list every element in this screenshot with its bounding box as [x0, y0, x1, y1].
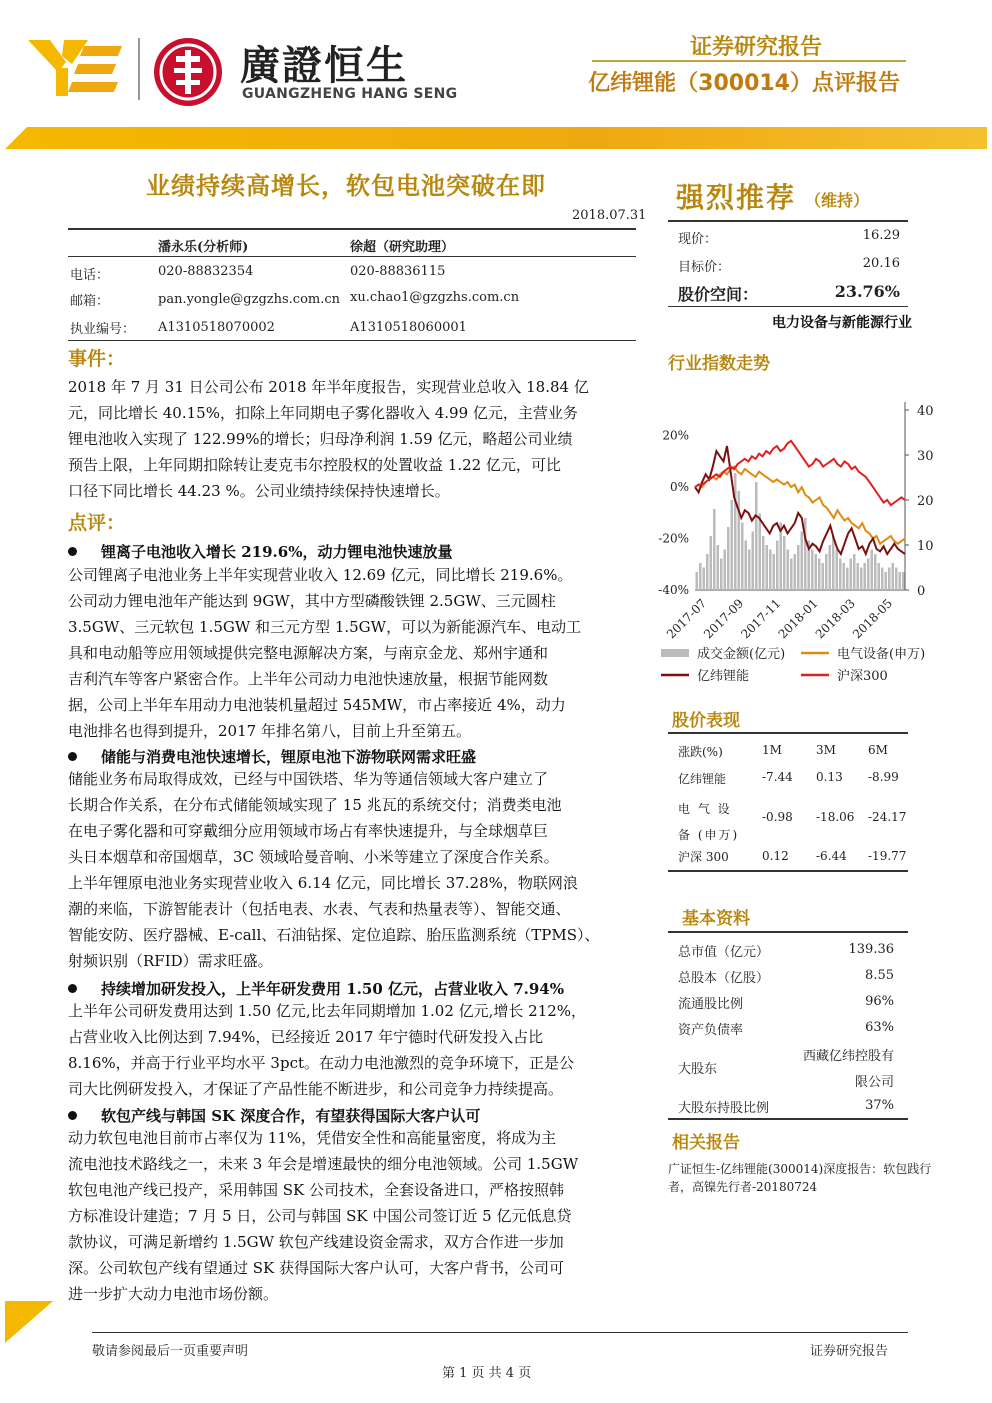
chart-volume-bar — [734, 473, 737, 590]
chart-volume-bar — [801, 532, 804, 591]
chart-x-tick-label: 2017-07 — [663, 596, 710, 642]
chart-volume-bar — [878, 563, 881, 590]
yiwei-logo-icon — [28, 38, 124, 98]
chart-volume-bar — [706, 554, 709, 590]
report-subtitle: 亿纬锂能（300014）点评报告 — [588, 71, 900, 96]
chart-x-tick-label: 2018-03 — [812, 596, 858, 642]
basic-top-rule — [668, 931, 908, 933]
email-label: 邮箱： — [70, 294, 110, 309]
perf-header-1m: 1M — [762, 743, 782, 757]
chart-volume-bar — [720, 559, 723, 591]
chart-volume-bar — [864, 563, 867, 590]
rating-note: （维持） — [805, 191, 870, 210]
footer-disclaimer: 敬请参阅最后一页重要声明 — [92, 1344, 249, 1359]
license-1: A1310518070002 — [158, 320, 275, 335]
chart-legend-label: 成交金额(亿元) — [697, 647, 786, 662]
chart-volume-bar — [748, 550, 751, 591]
license-label: 执业编号： — [70, 322, 136, 337]
comment-heading: 点评： — [68, 512, 126, 534]
rating-rule — [668, 220, 908, 222]
chart-volume-bar — [773, 554, 776, 590]
chart-left-tick-label: 0% — [669, 480, 689, 495]
section-line: 款协议，可满足新增约 1.5GW 软包产线建设资金需求，双方合作进一步加 — [68, 1233, 564, 1251]
brand-name-en: GUANGZHENG HANG SENG — [242, 86, 458, 102]
chart-volume-bar — [867, 559, 870, 591]
event-line: 元，同比增长 40.15%，扣除上年同期电子雾化器收入 4.99 亿元，主营业务 — [68, 404, 578, 422]
section-title-text: 锂离子电池收入增长 219.6%，动力锂电池快速放量 — [101, 543, 453, 561]
section-line: 据，公司上半年车用动力电池装机量超过 545MW，市占率接近 4%，动力 — [68, 696, 566, 714]
report-date: 2018.07.31 — [572, 208, 647, 223]
perf-row-value: -0.98 — [762, 810, 793, 824]
chart-volume-bar — [822, 563, 825, 590]
chart-volume-bar — [846, 568, 849, 591]
perf-row-name: 电 气 设 备 (申万) — [678, 802, 740, 842]
perf-bottom-rule — [668, 870, 908, 872]
industry-index-chart — [655, 388, 945, 690]
chart-volume-bar — [787, 550, 790, 591]
bullet-icon — [68, 752, 77, 761]
email-2[interactable]: xu.chao1@gzgzhs.com.cn — [350, 290, 520, 305]
chart-volume-bar — [874, 554, 877, 590]
section-title-2 — [68, 746, 476, 767]
section-title-text: 软包产线与韩国 SK 深度合作，有望获得国际大客户认可 — [101, 1107, 481, 1125]
chart-x-tick-label: 2018-01 — [775, 596, 821, 642]
section-line: 头日本烟草和帝国烟草，3C 领域哈曼音响、小米等建立了深度合作关系。 — [68, 848, 559, 866]
perf-row-value: -6.44 — [816, 849, 847, 863]
chart-x-tick-label: 2017-11 — [738, 596, 784, 642]
perf-header-3m: 3M — [816, 743, 836, 757]
bullet-icon — [68, 547, 77, 556]
section-line: 公司动力锂电池年产能达到 9GW，其中方型磷酸铁锂 2.5GW、三元圆柱 — [68, 592, 556, 610]
section-line: 吉利汽车等客户紧密合作。上半年公司动力电池快速放量，根据节能网数 — [68, 670, 549, 688]
header-rule — [592, 60, 906, 62]
chart-legend-label: 亿纬锂能 — [697, 669, 750, 684]
chart-volume-bar — [881, 568, 884, 591]
chart-legend-label: 沪深300 — [837, 669, 888, 684]
report-title: 业绩持续高增长，软包电池突破在即 — [146, 171, 546, 200]
chart-volume-bar — [745, 541, 748, 591]
basic-value: 37% — [865, 1098, 894, 1113]
brand-name-cn: 廣證恒生 — [240, 43, 408, 89]
chart-volume-bar — [755, 482, 758, 590]
chart-left-tick-label: -20% — [658, 531, 689, 546]
page-number: 第 1 页 共 4 页 — [442, 1366, 532, 1381]
chart-volume-bar — [703, 568, 706, 591]
section-line: 司大比例研发投入，才保证了产品性能不断进步，和公司竞争力持续提高。 — [68, 1080, 564, 1098]
logo-divider — [138, 38, 140, 100]
section-line: 占营业收入比例达到 7.94%，已经接近 2017 年宁德时代研发投入占比 — [68, 1028, 544, 1046]
phone-label: 电话： — [70, 268, 110, 283]
chart-volume-bar — [752, 532, 755, 591]
section-body-3 — [68, 998, 634, 1102]
event-line: 锂电池收入实现了 122.99%的增长；归母净利润 1.59 亿元，略超公司业绩 — [68, 430, 573, 448]
perf-top-rule — [668, 732, 908, 734]
section-title-3 — [68, 978, 564, 999]
chart-volume-bar — [815, 554, 818, 590]
chart-volume-bar — [699, 563, 702, 590]
event-line: 2018 年 7 月 31 日公司公布 2018 年半年度报告，实现营业总收入 18.84 亿 — [68, 378, 589, 396]
chart-volume-bar — [871, 550, 874, 591]
basic-label: 大股东 — [678, 1062, 718, 1077]
basic-value: 西藏亿纬控股有限公司 — [802, 1049, 894, 1090]
analyst-name-2: 徐超（研究助理） — [350, 240, 455, 255]
basic-label: 资产负债率 — [678, 1023, 744, 1038]
report-type: 证券研究报告 — [689, 35, 822, 60]
perf-header-6m: 6M — [868, 743, 888, 757]
section-line: 储能业务布局取得成效，已经与中国铁塔、华为等通信领域大客户建立了 — [68, 770, 549, 788]
section-title-1 — [68, 541, 452, 562]
analyst-name-1: 潘永乐(分析师) — [158, 240, 249, 255]
chart-right-tick-label: 40 — [917, 404, 934, 419]
section-body-2 — [68, 766, 634, 974]
event-line: 预告上限，上年同期扣除转让麦克韦尔控股权的处置收益 1.22 亿元，可比 — [68, 456, 561, 474]
section-line: 3.5GW、三元软包 1.5GW 和三元方型 1.5GW，可以为新能源汽车、电动工 — [68, 618, 582, 636]
chart-heading: 行业指数走势 — [668, 354, 770, 374]
chart-volume-bar — [888, 568, 891, 591]
license-2: A1310518060001 — [350, 320, 467, 335]
footer-report-type: 证券研究报告 — [810, 1344, 889, 1359]
chart-volume-bar — [724, 550, 727, 591]
chart-volume-bar — [899, 572, 902, 590]
chart-volume-bar — [829, 545, 832, 590]
chart-volume-bar — [769, 550, 772, 591]
basic-heading: 基本资料 — [682, 909, 750, 929]
analyst-bottom-rule — [68, 340, 636, 341]
bullet-icon — [68, 1111, 77, 1120]
perf-row-name: 亿纬锂能 — [678, 772, 727, 786]
upside-value: 23.76% — [834, 282, 900, 301]
phone-2: 020-88836115 — [350, 264, 446, 279]
chart-volume-bar — [811, 550, 814, 591]
chart-volume-bar — [731, 500, 734, 590]
chart-right-tick-label: 30 — [917, 449, 934, 464]
related-report-link[interactable]: 广证恒生-亿纬锂能(300014)深度报告：软包践行者，高镍先行者-20180724 — [668, 1162, 932, 1194]
section-line: 动力软包电池目前市占率仅为 11%，凭借安全性和高能量密度，将成为主 — [68, 1129, 557, 1147]
chart-volume-bar — [892, 563, 895, 590]
chart-volume-bar — [850, 559, 853, 591]
perf-header-label: 涨跌(%) — [678, 745, 723, 759]
chart-right-tick-label: 20 — [917, 494, 934, 509]
chart-volume-bar — [713, 509, 716, 590]
chart-x-tick-label: 2018-05 — [849, 596, 896, 642]
chart-volume-bar — [776, 541, 779, 591]
chart-volume-bar — [794, 554, 797, 590]
section-line: 电池排名也得到提升，2017 年排名第八，目前上升至第五。 — [68, 722, 471, 740]
section-line: 方标准设计建造；7 月 5 日，公司与韩国 SK 中国公司签订近 5 亿元低息贷 — [68, 1207, 572, 1225]
chart-right-tick-label: 10 — [917, 539, 934, 554]
chart-volume-bar — [857, 563, 860, 590]
section-line: 进一步扩大动力电池市场份额。 — [68, 1285, 279, 1303]
chart-series-line — [695, 446, 905, 554]
price-rule — [668, 306, 908, 307]
chart-volume-bar — [710, 536, 713, 590]
chart-volume-bar — [783, 536, 786, 590]
chart-volume-bar — [839, 559, 842, 591]
bullet-icon — [68, 984, 77, 993]
header-band — [5, 127, 987, 149]
event-line: 口径下同比增长 44.23 %。公司业绩持续保持快速增长。 — [68, 482, 450, 500]
chart-volume-bar — [895, 568, 898, 591]
target-price-label: 目标价： — [678, 260, 731, 275]
chart-series-line — [695, 467, 905, 544]
rating: 强烈推荐 — [676, 181, 797, 214]
section-line: 智能安防、医疗器械、E-call、石油钻探、定位追踪、胎压监测系统（TPMS）、 — [68, 926, 600, 944]
chart-volume-bar — [766, 545, 769, 590]
chart-volume-bar — [818, 559, 821, 591]
perf-heading: 股价表现 — [672, 711, 740, 731]
section-title-text: 储能与消费电池快速增长，锂原电池下游物联网需求旺盛 — [101, 748, 477, 766]
chart-volume-bar — [717, 545, 720, 590]
header-band-notch — [5, 127, 27, 149]
analyst-rule — [68, 256, 636, 257]
basic-label: 流通股比例 — [678, 997, 744, 1012]
chart-volume-bar — [759, 514, 762, 591]
basic-label: 大股东持股比例 — [678, 1101, 770, 1116]
basic-label: 总股本（亿股） — [678, 971, 770, 986]
event-body — [68, 374, 634, 504]
chart-volume-bar — [832, 536, 835, 590]
chart-volume-bar — [790, 559, 793, 591]
perf-row-value: -8.99 — [868, 770, 899, 784]
chart-volume-bar — [902, 572, 905, 590]
section-title-4 — [68, 1105, 480, 1126]
section-line: 长期合作关系，在分布式储能领域实现了 15 兆瓦的系统交付；消费类电池 — [68, 796, 562, 814]
guangzheng-seal-icon — [152, 36, 224, 108]
chart-volume-bar — [843, 563, 846, 590]
title-rule — [68, 228, 636, 230]
perf-row-value: -7.44 — [762, 770, 793, 784]
basic-value: 63% — [865, 1020, 894, 1035]
section-body-1 — [68, 562, 634, 744]
chart-right-tick-label: 0 — [917, 584, 926, 599]
basic-label: 总市值（亿元） — [678, 945, 770, 960]
footer-rule — [92, 1332, 908, 1333]
perf-row-name: 沪深 300 — [678, 850, 729, 864]
basic-value: 139.36 — [848, 942, 894, 957]
basic-bottom-rule — [668, 1118, 908, 1120]
target-price-value: 20.16 — [862, 256, 900, 271]
section-line: 潮的来临，下游智能表计（包括电表、水表、气表和热量表等）、智能交通、 — [68, 900, 571, 918]
section-line: 具和电动船等应用领域提供完整电源解决方案，与南京金龙、郑州宇通和 — [68, 644, 549, 662]
section-line: 射频识别（RFID）需求旺盛。 — [68, 952, 273, 970]
chart-volume-bar — [825, 554, 828, 590]
related-heading: 相关报告 — [672, 1133, 740, 1153]
section-title-text: 持续增加研发投入，上半年研发费用 1.50 亿元，占营业收入 7.94% — [101, 980, 564, 998]
perf-row-value: -18.06 — [816, 810, 855, 824]
chart-volume-bar — [696, 572, 699, 590]
chart-volume-bar — [797, 545, 800, 590]
current-price-label: 现价： — [678, 232, 718, 247]
section-line: 上半年锂原电池业务实现营业收入 6.14 亿元，同比增长 37.28%，物联网浪 — [68, 874, 578, 892]
industry-name: 电力设备与新能源行业 — [772, 315, 912, 331]
section-line: 8.16%，并高于行业平均水平 3pct。在动力电池激烈的竞争环境下，正是公 — [68, 1054, 574, 1072]
section-line: 公司锂离子电池业务上半年实现营业收入 12.69 亿元，同比增长 219.6%。 — [68, 566, 573, 584]
perf-row-value: -24.17 — [868, 810, 907, 824]
perf-row-value: 0.13 — [816, 770, 843, 784]
chart-left-tick-label: 20% — [662, 428, 689, 443]
basic-value: 8.55 — [865, 968, 894, 983]
basic-value: 96% — [865, 994, 894, 1009]
section-body-4 — [68, 1125, 634, 1307]
section-line: 深。公司软包产线有望通过 SK 获得国际大客户认可，大客户背书，公司可 — [68, 1259, 565, 1277]
section-line: 上半年公司研发费用达到 1.50 亿元,比去年同期增加 1.02 亿元,增长 212%， — [68, 1002, 587, 1020]
section-line: 软包电池产线已投产，采用韩国 SK 公司技术，全套设备进口，严格按照韩 — [68, 1181, 565, 1199]
section-line: 在电子雾化器和可穿戴细分应用领域市场占有率快速提升，与全球烟草巨 — [68, 822, 549, 840]
chart-volume-bar — [860, 568, 863, 591]
chart-left-tick-label: -40% — [658, 583, 689, 597]
footer-accent — [5, 1301, 53, 1343]
perf-row-value: -19.77 — [868, 849, 907, 863]
chart-x-tick-label: 2017-09 — [701, 596, 747, 642]
event-heading: 事件： — [68, 348, 126, 370]
chart-volume-bar — [885, 572, 888, 590]
chart-volume-bar — [780, 523, 783, 591]
email-1[interactable]: pan.yongle@gzgzhs.com.cn — [158, 292, 341, 307]
perf-row-value: 0.12 — [762, 849, 789, 863]
phone-1: 020-88832354 — [158, 264, 254, 279]
upside-label: 股价空间： — [678, 285, 759, 304]
chart-legend-swatch — [661, 649, 689, 657]
chart-volume-bar — [727, 527, 730, 590]
chart-volume-bar — [853, 554, 856, 590]
current-price-value: 16.29 — [862, 228, 900, 243]
chart-volume-bar — [741, 523, 744, 591]
chart-legend-label: 电气设备(申万) — [837, 647, 926, 662]
chart-volume-bar — [762, 536, 765, 590]
section-line: 流电池技术路线之一，未来 3 年会是增速最快的细分电池领域。公司 1.5GW — [68, 1155, 579, 1173]
chart-volume-bar — [836, 550, 839, 591]
